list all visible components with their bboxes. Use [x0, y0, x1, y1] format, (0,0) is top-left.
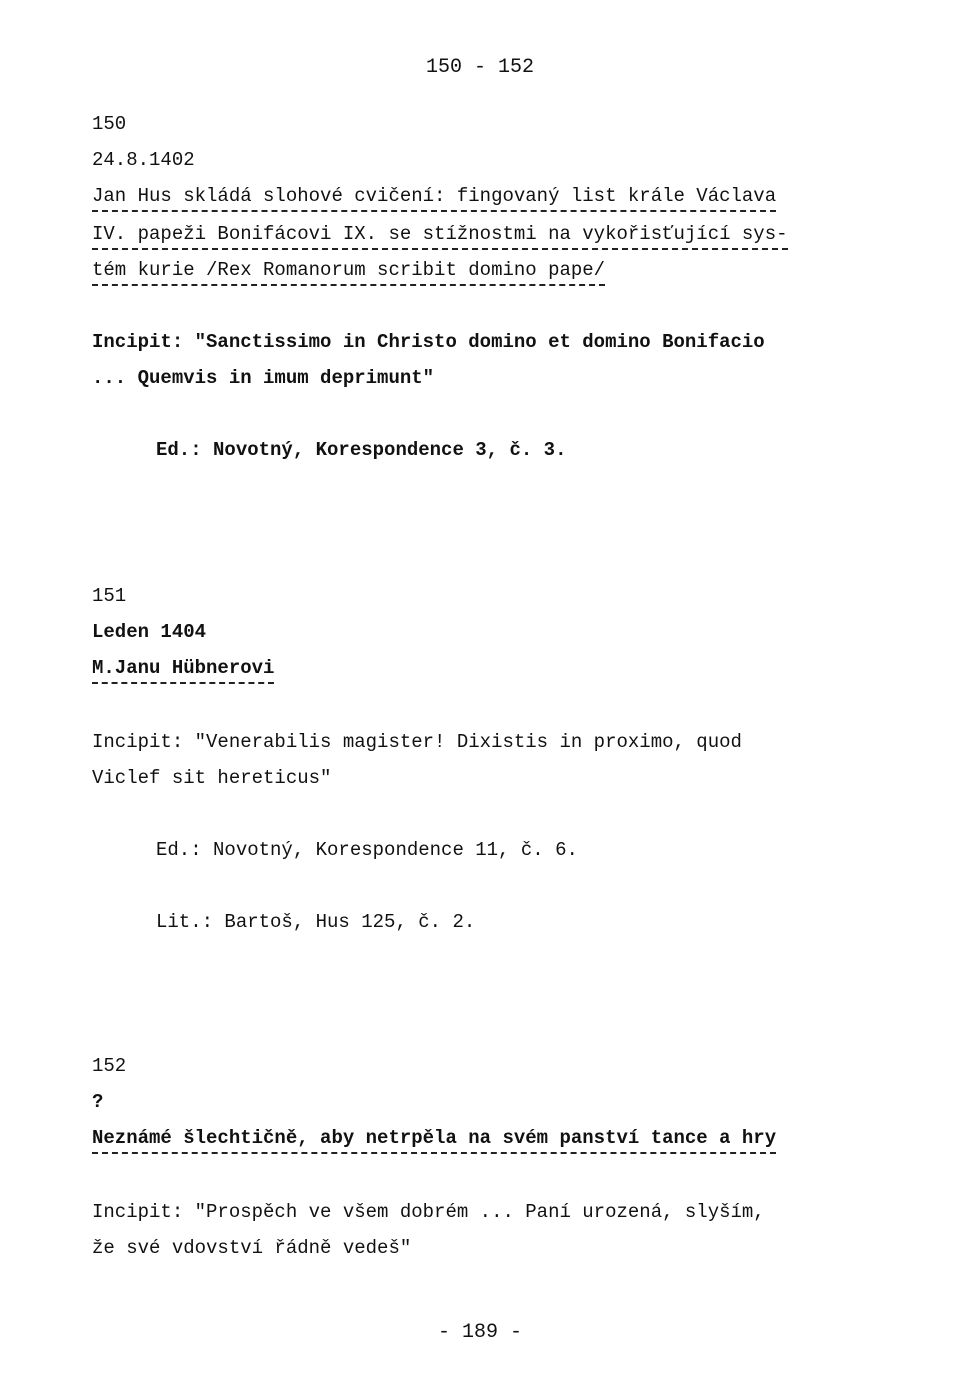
entry-150-date: 24.8.1402: [92, 149, 195, 171]
entry-152-title-line-1: Neznámé šlechtičně, aby netrpěla na svém panství tance a hry: [92, 1126, 776, 1154]
entry-150-title-line-3: tém kurie /Rex Romanorum scribit domino pape/: [92, 258, 605, 286]
entry-150-incipit-line-2: ... Quemvis in imum deprimunt": [92, 367, 435, 389]
entry-150-number: 150: [92, 113, 127, 135]
entry-150-incipit-line-1: Incipit: "Sanctissimo in Christo domino et domino Bonifacio: [92, 331, 765, 353]
entry-151-date: Leden 1404: [92, 621, 207, 643]
entry-151-literature-ref: Lit.: Bartoš, Hus 125, č. 2.: [156, 911, 476, 933]
entry-151-incipit-line-2: Viclef sit hereticus": [92, 767, 332, 789]
entry-151-edition-ref: Ed.: Novotný, Korespondence 11, č. 6.: [156, 839, 578, 861]
entry-152-number: 152: [92, 1055, 127, 1077]
page-range-header: 150 - 152: [425, 56, 535, 79]
entry-150-title-line-2: IV. papeži Bonifácovi IX. se stížnostmi na vykořisťující sys-: [92, 222, 788, 250]
entry-152-incipit-line-1: Incipit: "Prospěch ve všem dobrém ... Paní urozená, slyším,: [92, 1201, 765, 1223]
entry-150-edition-ref: Ed.: Novotný, Korespondence 3, č. 3.: [156, 439, 567, 461]
page-number-footer: - 189 -: [437, 1321, 522, 1344]
entry-151-incipit-line-1: Incipit: "Venerabilis magister! Dixistis in proximo, quod: [92, 731, 742, 753]
entry-152-date: ?: [92, 1091, 104, 1113]
entry-152-incipit-line-2: že své vdovství řádně vedeš": [92, 1237, 412, 1259]
entry-151-title-line-1: M.Janu Hübnerovi: [92, 656, 274, 684]
entry-151-number: 151: [92, 585, 127, 607]
entry-150-title-line-1: Jan Hus skládá slohové cvičení: fingovaný list krále Václava: [92, 184, 776, 212]
